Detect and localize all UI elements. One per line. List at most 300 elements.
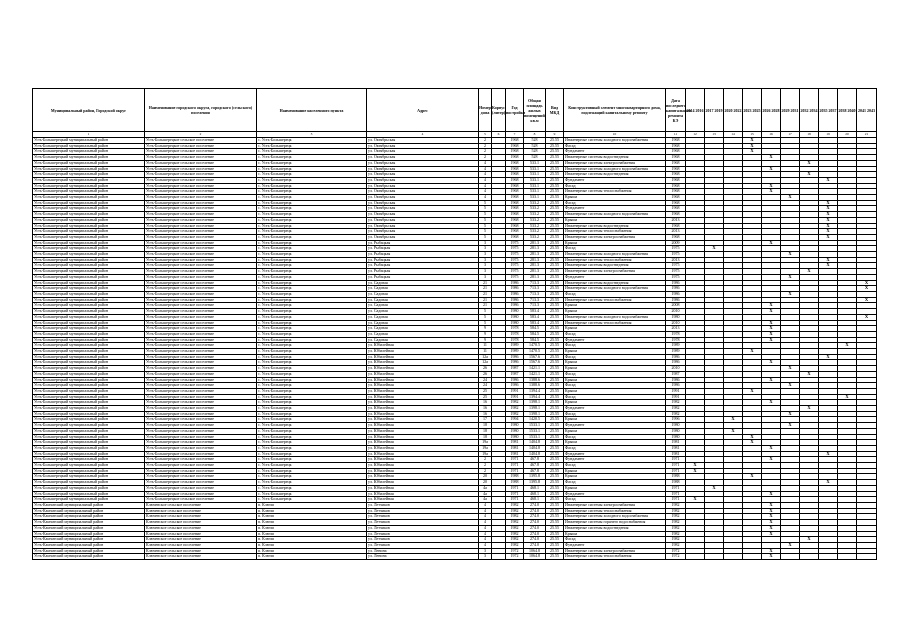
- period-cell: X: [800, 269, 819, 275]
- table-cell: 467.8: [524, 463, 546, 469]
- table-cell: 1978: [666, 337, 686, 343]
- table-cell: Усть-Камчатский муниципальный район: [33, 508, 145, 514]
- table-cell: Усть-Большерецкий муниципальный район: [33, 263, 145, 269]
- table-cell: 533.1: [524, 189, 546, 195]
- table-cell: 25.55: [546, 160, 564, 166]
- period-cell: X: [743, 440, 762, 446]
- table-cell: с. Усть-Большерецк: [257, 280, 367, 286]
- table-cell: ул. Юбилейная: [367, 388, 479, 394]
- table-cell: 25.55: [546, 189, 564, 195]
- table-cell: Усть-Большерецкое сельское поселение: [145, 189, 257, 195]
- table-cell: 1982: [506, 537, 524, 543]
- table-cell: 3: [479, 263, 492, 269]
- table-cell: с. Усть-Большерецк: [257, 234, 367, 240]
- table-cell: 1968: [666, 212, 686, 218]
- table-cell: Усть-Большерецкий муниципальный район: [33, 195, 145, 201]
- planning-sheet: [32, 88, 875, 560]
- table-cell: 1971: [506, 485, 524, 491]
- table-cell: Усть-Большерецкий муниципальный район: [33, 400, 145, 406]
- table-cell: Фундамент: [564, 491, 666, 497]
- table-cell: с. Усть-Большерецк: [257, 269, 367, 275]
- period-cell: X: [705, 485, 724, 491]
- table-cell: Ключевское сельское поселение: [145, 525, 257, 531]
- table-cell: Усть-Большерецкое сельское поселение: [145, 366, 257, 372]
- table-cell: Фасад: [564, 434, 666, 440]
- table-cell: 26: [479, 366, 492, 372]
- table-cell: 1972: [666, 554, 686, 560]
- table-cell: 1968: [666, 206, 686, 212]
- table-cell: 1982: [506, 508, 524, 514]
- table-cell: с. Усть-Большерецк: [257, 246, 367, 252]
- table-cell: 1968: [506, 217, 524, 223]
- table-cell: 1968: [506, 206, 524, 212]
- table-cell: 533.1: [524, 172, 546, 178]
- table-cell: 1991: [506, 394, 524, 400]
- table-cell: 4а: [479, 497, 492, 503]
- period-cell: X: [819, 212, 838, 218]
- table-cell: 1986: [666, 354, 686, 360]
- table-cell: 16: [479, 411, 492, 417]
- table-cell: 1971: [666, 463, 686, 469]
- table-cell: Усть-Большерецкий муниципальный район: [33, 366, 145, 372]
- table-cell: 1987: [506, 371, 524, 377]
- table-cell: с. Усть-Большерецк: [257, 286, 367, 292]
- table-cell: Усть-Большерецкое сельское поселение: [145, 440, 257, 446]
- table-cell: 1968: [666, 166, 686, 172]
- table-row: [33, 554, 877, 560]
- table-cell: Инженерные системы электроснабжения: [564, 160, 666, 166]
- table-cell: 1395.8: [524, 480, 546, 486]
- column-number: 2: [145, 132, 257, 138]
- table-cell: 1968: [666, 195, 686, 201]
- table-cell: Усть-Большерецкий муниципальный район: [33, 354, 145, 360]
- table-cell: 533.1: [524, 183, 546, 189]
- table-cell: 20: [479, 480, 492, 486]
- table-cell: ул. Летчиков: [367, 514, 479, 520]
- table-cell: Усть-Большерецкое сельское поселение: [145, 234, 257, 240]
- table-cell: 25.55: [546, 468, 564, 474]
- period-cell: X: [781, 383, 800, 389]
- table-cell: 20: [479, 474, 492, 480]
- table-cell: 1982: [506, 411, 524, 417]
- period-cell: X: [857, 297, 877, 303]
- table-cell: ул. Юбилейная: [367, 383, 479, 389]
- table-cell: Усть-Большерецкое сельское поселение: [145, 257, 257, 263]
- table-cell: Усть-Большерецкий муниципальный район: [33, 286, 145, 292]
- table-cell: 1972: [506, 554, 524, 560]
- table-cell: Усть-Большерецкое сельское поселение: [145, 434, 257, 440]
- table-cell: Усть-Большерецкий муниципальный район: [33, 303, 145, 309]
- table-cell: Усть-Большерецкий муниципальный район: [33, 160, 145, 166]
- table-cell: 2013: [666, 229, 686, 235]
- table-cell: Крыша: [564, 309, 666, 315]
- table-cell: с. Усть-Большерецк: [257, 223, 367, 229]
- table-cell: с. Усть-Большерецк: [257, 177, 367, 183]
- table-cell: Фасад: [564, 371, 666, 377]
- table-cell: с. Усть-Большерецк: [257, 297, 367, 303]
- table-cell: Инженерные системы водоотведения: [564, 172, 666, 178]
- table-cell: 468.1: [524, 491, 546, 497]
- table-cell: 1404.8: [524, 451, 546, 457]
- table-cell: Усть-Большерецкое сельское поселение: [145, 200, 257, 206]
- table-cell: 1968: [666, 138, 686, 144]
- table-cell: 1470.5: [524, 349, 546, 355]
- column-number: 14: [724, 132, 743, 138]
- column-header: Вид МКД: [546, 89, 564, 132]
- column-header: 2041 2043: [857, 89, 877, 132]
- table-cell: 1982: [666, 514, 686, 520]
- column-number: 18: [800, 132, 819, 138]
- table-cell: 25.55: [546, 326, 564, 332]
- table-cell: Усть-Большерецкое сельское поселение: [145, 371, 257, 377]
- table-cell: Усть-Большерецкое сельское поселение: [145, 172, 257, 178]
- table-cell: 2: [479, 155, 492, 161]
- table-cell: Усть-Большерецкое сельское поселение: [145, 286, 257, 292]
- period-cell: X: [781, 252, 800, 258]
- table-cell: 1968: [666, 183, 686, 189]
- period-cell: X: [819, 263, 838, 269]
- table-cell: Фасад: [564, 445, 666, 451]
- table-cell: 1981: [506, 451, 524, 457]
- table-cell: 25.55: [546, 554, 564, 560]
- table-cell: Фасад: [564, 331, 666, 337]
- table-cell: 25.55: [546, 240, 564, 246]
- period-cell: X: [819, 223, 838, 229]
- table-cell: 2: [479, 468, 492, 474]
- table-cell: 25.55: [546, 508, 564, 514]
- table-cell: 584.5: [524, 326, 546, 332]
- table-cell: Фасад: [564, 343, 666, 349]
- period-cell: X: [819, 451, 838, 457]
- table-cell: Усть-Большерецкий муниципальный район: [33, 383, 145, 389]
- table-cell: ул. Октябрьская: [367, 234, 479, 240]
- repair-schedule-table: [32, 88, 877, 560]
- table-cell: Инженерные системы электроснабжения: [564, 548, 666, 554]
- table-cell: 26: [479, 371, 492, 377]
- table-cell: Усть-Большерецкий муниципальный район: [33, 223, 145, 229]
- period-cell: X: [762, 531, 781, 537]
- table-cell: 1420.5: [524, 417, 546, 423]
- table-cell: Усть-Большерецкий муниципальный район: [33, 451, 145, 457]
- table-cell: Усть-Камчатский муниципальный район: [33, 514, 145, 520]
- table-cell: ул. Летчиков: [367, 525, 479, 531]
- table-cell: 533.1: [524, 160, 546, 166]
- table-cell: 25.55: [546, 309, 564, 315]
- table-cell: 1986: [506, 383, 524, 389]
- table-cell: 1986: [506, 360, 524, 366]
- table-cell: 25.55: [546, 360, 564, 366]
- table-cell: Усть-Большерецкий муниципальный район: [33, 155, 145, 161]
- table-cell: 5: [479, 223, 492, 229]
- table-cell: 21: [479, 286, 492, 292]
- table-cell: с. Усть-Большерецк: [257, 263, 367, 269]
- table-cell: 25.55: [546, 234, 564, 240]
- table-cell: 1968: [506, 189, 524, 195]
- column-header: Дата последнего капитального ремонта КЭ: [666, 89, 686, 132]
- table-cell: 25.55: [546, 138, 564, 144]
- period-cell: X: [781, 291, 800, 297]
- table-cell: Инженерные системы водоотведения: [564, 280, 666, 286]
- table-cell: Инженерные системы водоотведения: [564, 525, 666, 531]
- table-cell: 274.0: [524, 503, 546, 509]
- table-cell: Фасад: [564, 411, 666, 417]
- column-number: 12: [686, 132, 705, 138]
- table-cell: с. Усть-Большерецк: [257, 160, 367, 166]
- table-cell: Усть-Большерецкое сельское поселение: [145, 303, 257, 309]
- table-cell: 281.3: [524, 269, 546, 275]
- table-cell: 25.55: [546, 229, 564, 235]
- table-cell: Крыша: [564, 468, 666, 474]
- table-cell: 1533.1: [524, 434, 546, 440]
- table-cell: с. Усть-Большерецк: [257, 314, 367, 320]
- table-cell: 3: [479, 274, 492, 280]
- table-cell: 1980: [666, 314, 686, 320]
- table-cell: 4а: [479, 485, 492, 491]
- table-cell: 4: [479, 508, 492, 514]
- table-cell: 12а: [479, 360, 492, 366]
- table-cell: 584.5: [524, 337, 546, 343]
- table-cell: 21: [479, 280, 492, 286]
- table-cell: Усть-Большерецкое сельское поселение: [145, 138, 257, 144]
- table-cell: Усть-Большерецкое сельское поселение: [145, 423, 257, 429]
- table-cell: Усть-Большерецкий муниципальный район: [33, 371, 145, 377]
- table-cell: 1981: [506, 440, 524, 446]
- table-cell: ул. Садовая: [367, 309, 479, 315]
- table-cell: 1971: [666, 491, 686, 497]
- table-cell: 21: [479, 303, 492, 309]
- table-cell: с. Усть-Большерецк: [257, 331, 367, 337]
- table-cell: ул. Юбилейная: [367, 485, 479, 491]
- table-cell: 1968: [666, 160, 686, 166]
- table-cell: 1982: [666, 503, 686, 509]
- table-cell: Крыша: [564, 440, 666, 446]
- table-cell: 18: [479, 428, 492, 434]
- period-cell: X: [800, 172, 819, 178]
- table-cell: Усть-Большерецкий муниципальный район: [33, 183, 145, 189]
- table-cell: с. Усть-Большерецк: [257, 309, 367, 315]
- table-cell: Усть-Большерецкое сельское поселение: [145, 406, 257, 412]
- table-cell: 1982: [506, 531, 524, 537]
- period-cell: X: [781, 274, 800, 280]
- table-cell: 25.55: [546, 172, 564, 178]
- table-cell: 1982: [506, 503, 524, 509]
- table-cell: 9: [479, 326, 492, 332]
- table-cell: 1982: [666, 542, 686, 548]
- table-cell: Усть-Большерецкое сельское поселение: [145, 291, 257, 297]
- table-cell: Усть-Большерецкое сельское поселение: [145, 263, 257, 269]
- period-cell: X: [743, 349, 762, 355]
- table-cell: 1978: [666, 331, 686, 337]
- table-cell: 25.55: [546, 223, 564, 229]
- table-cell: 1971: [666, 457, 686, 463]
- period-cell: X: [762, 189, 781, 195]
- table-cell: 1968: [506, 160, 524, 166]
- table-cell: 1975: [506, 274, 524, 280]
- table-cell: 4а: [479, 491, 492, 497]
- table-cell: Усть-Большерецкое сельское поселение: [145, 280, 257, 286]
- table-cell: 25.55: [546, 343, 564, 349]
- column-number: 3: [257, 132, 367, 138]
- table-cell: с. Усть-Большерецк: [257, 189, 367, 195]
- table-cell: 1996: [666, 417, 686, 423]
- table-cell: 1975: [666, 263, 686, 269]
- table-cell: 1980: [666, 434, 686, 440]
- table-cell: с. Усть-Большерецк: [257, 274, 367, 280]
- period-cell: X: [762, 320, 781, 326]
- table-cell: 1398.1: [524, 400, 546, 406]
- period-cell: X: [762, 503, 781, 509]
- table-cell: 3: [479, 269, 492, 275]
- table-cell: 3: [479, 252, 492, 258]
- table-cell: Усть-Большерецкий муниципальный район: [33, 274, 145, 280]
- table-cell: Усть-Большерецкое сельское поселение: [145, 474, 257, 480]
- table-cell: 1980: [506, 434, 524, 440]
- table-cell: Усть-Большерецкое сельское поселение: [145, 326, 257, 332]
- table-cell: 1398.1: [524, 406, 546, 412]
- table-cell: 25.55: [546, 291, 564, 297]
- table-cell: с. Усть-Большерецк: [257, 468, 367, 474]
- table-cell: 1988: [666, 480, 686, 486]
- table-cell: Усть-Большерецкое сельское поселение: [145, 217, 257, 223]
- table-cell: Усть-Камчатский муниципальный район: [33, 503, 145, 509]
- table-cell: Усть-Большерецкое сельское поселение: [145, 451, 257, 457]
- table-cell: 4: [479, 183, 492, 189]
- table-cell: 5: [479, 229, 492, 235]
- table-cell: Крыша: [564, 195, 666, 201]
- table-cell: Крыша: [564, 217, 666, 223]
- column-number: 4: [367, 132, 479, 138]
- period-cell: X: [743, 474, 762, 480]
- table-cell: Усть-Большерецкое сельское поселение: [145, 314, 257, 320]
- table-cell: Инженерные системы электроснабжения: [564, 503, 666, 509]
- table-cell: Инженерные системы электроснабжения: [564, 269, 666, 275]
- column-number: 17: [781, 132, 800, 138]
- table-cell: 281.3: [524, 274, 546, 280]
- table-cell: 713.3: [524, 291, 546, 297]
- table-cell: с. Усть-Большерецк: [257, 388, 367, 394]
- table-cell: 528: [524, 149, 546, 155]
- table-cell: с. Усть-Большерецк: [257, 497, 367, 503]
- table-cell: 1968: [666, 143, 686, 149]
- table-cell: Инженерные системы теплоснабжения: [564, 297, 666, 303]
- table-cell: Фундамент: [564, 149, 666, 155]
- table-cell: 1989: [506, 349, 524, 355]
- table-cell: 1971: [506, 468, 524, 474]
- table-cell: 1980: [506, 309, 524, 315]
- table-cell: Усть-Большерецкое сельское поселение: [145, 149, 257, 155]
- table-cell: Усть-Большерецкое сельское поселение: [145, 417, 257, 423]
- period-cell: X: [762, 514, 781, 520]
- table-cell: 1982: [666, 531, 686, 537]
- period-cell: X: [838, 343, 857, 349]
- table-cell: 1971: [666, 485, 686, 491]
- table-cell: Усть-Большерецкий муниципальный район: [33, 252, 145, 258]
- table-cell: Усть-Большерецкий муниципальный район: [33, 143, 145, 149]
- table-cell: 1980: [666, 428, 686, 434]
- table-cell: 1972: [506, 548, 524, 554]
- table-cell: с. Усть-Большерецк: [257, 491, 367, 497]
- table-cell: Фасад: [564, 183, 666, 189]
- table-cell: 4: [479, 172, 492, 178]
- period-cell: X: [762, 166, 781, 172]
- table-cell: Усть-Большерецкий муниципальный район: [33, 417, 145, 423]
- table-cell: с. Усть-Большерецк: [257, 337, 367, 343]
- table-cell: Усть-Большерецкий муниципальный район: [33, 166, 145, 172]
- table-cell: 25.55: [546, 143, 564, 149]
- period-cell: X: [800, 537, 819, 543]
- table-cell: 25.55: [546, 457, 564, 463]
- table-cell: 528: [524, 155, 546, 161]
- table-cell: Усть-Камчатский муниципальный район: [33, 520, 145, 526]
- table-cell: с. Усть-Большерецк: [257, 440, 367, 446]
- column-number: 15: [743, 132, 762, 138]
- column-header: 2017 2019: [705, 89, 724, 132]
- table-cell: 1986: [506, 297, 524, 303]
- table-cell: 1986: [506, 354, 524, 360]
- table-cell: с. Усть-Большерецк: [257, 463, 367, 469]
- table-cell: 25.55: [546, 503, 564, 509]
- table-cell: Усть-Большерецкий муниципальный район: [33, 468, 145, 474]
- period-cell: X: [762, 337, 781, 343]
- table-cell: Усть-Большерецкий муниципальный район: [33, 217, 145, 223]
- table-cell: 1980: [506, 428, 524, 434]
- table-cell: Усть-Большерецкий муниципальный район: [33, 474, 145, 480]
- table-cell: Усть-Большерецкое сельское поселение: [145, 331, 257, 337]
- table-cell: с. Усть-Большерецк: [257, 138, 367, 144]
- table-cell: с. Усть-Большерецк: [257, 417, 367, 423]
- table-cell: 25.55: [546, 280, 564, 286]
- table-cell: Фасад: [564, 463, 666, 469]
- table-cell: 583.4: [524, 320, 546, 326]
- table-cell: Усть-Большерецкий муниципальный район: [33, 149, 145, 155]
- column-number: 11: [666, 132, 686, 138]
- table-cell: 1982: [506, 520, 524, 526]
- table-cell: ул. Юбилейная: [367, 411, 479, 417]
- table-cell: ул. Октябрьская: [367, 166, 479, 172]
- table-cell: 5: [479, 212, 492, 218]
- table-cell: с. Усть-Большерецк: [257, 434, 367, 440]
- table-cell: Усть-Большерецкое сельское поселение: [145, 349, 257, 355]
- table-cell: 25.55: [546, 314, 564, 320]
- table-cell: 4: [479, 531, 492, 537]
- table-cell: 1989: [666, 349, 686, 355]
- period-cell: X: [762, 491, 781, 497]
- table-cell: Усть-Большерецкий муниципальный район: [33, 349, 145, 355]
- table-cell: 25.55: [546, 269, 564, 275]
- table-cell: ул. Юбилейная: [367, 457, 479, 463]
- table-cell: Усть-Большерецкий муниципальный район: [33, 428, 145, 434]
- table-cell: 4: [479, 177, 492, 183]
- table-cell: 1394.4: [524, 388, 546, 394]
- table-cell: 1394.4: [524, 394, 546, 400]
- table-cell: 533.2: [524, 206, 546, 212]
- table-cell: 281.3: [524, 240, 546, 246]
- table-cell: 25.55: [546, 451, 564, 457]
- table-cell: Инженерные системы водоотведения: [564, 263, 666, 269]
- table-cell: 25.55: [546, 400, 564, 406]
- table-cell: 9: [479, 337, 492, 343]
- table-cell: с. Усть-Большерецк: [257, 360, 367, 366]
- table-cell: 1986: [666, 291, 686, 297]
- table-cell: 1470.5: [524, 343, 546, 349]
- table-cell: 19а: [479, 440, 492, 446]
- period-cell: X: [762, 445, 781, 451]
- table-cell: 3: [479, 554, 492, 560]
- table-cell: 16: [479, 400, 492, 406]
- table-cell: Крыша: [564, 388, 666, 394]
- table-cell: ул. Юбилейная: [367, 445, 479, 451]
- table-cell: 25.55: [546, 286, 564, 292]
